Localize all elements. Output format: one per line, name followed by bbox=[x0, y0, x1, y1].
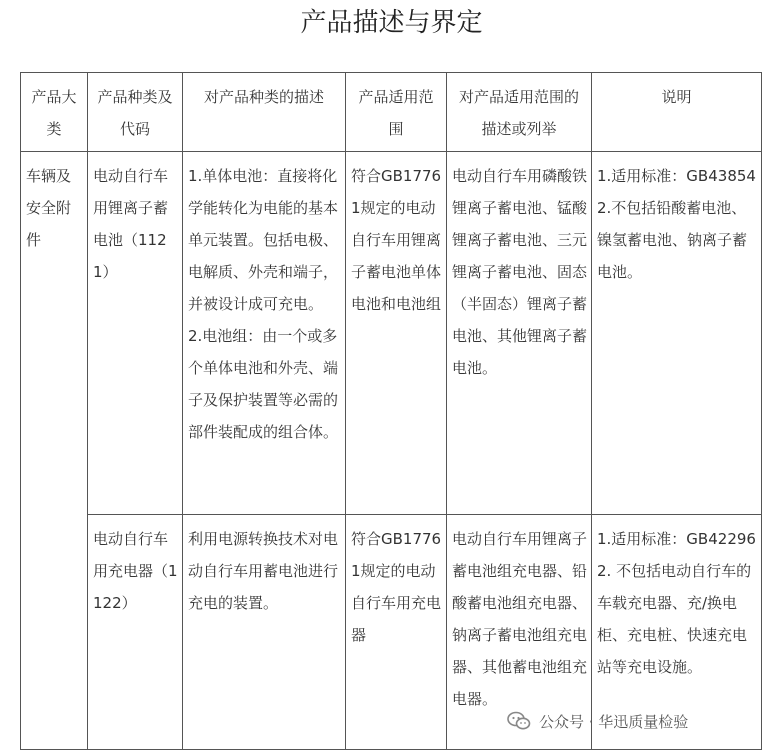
watermark-text: 公众号 · 华迅质量检验 bbox=[539, 712, 689, 731]
type-desc-cell: 利用电源转换技术对电动自行车用蓄电池进行充电的装置。 bbox=[183, 515, 346, 750]
note-cell bbox=[592, 152, 762, 515]
type-desc-cell bbox=[183, 152, 346, 515]
header-scope-desc: 对产品适用范围的描述或列举 bbox=[447, 73, 592, 152]
header-note: 说明 bbox=[592, 73, 762, 152]
header-scope: 产品适用范围 bbox=[346, 73, 447, 152]
watermark bbox=[507, 708, 688, 734]
type-desc-para: 1.单体电池：直接将化学能转化为电能的基本单元装置。包括电极、电解质、外壳和端子，并被设计成可充电。 bbox=[188, 167, 339, 313]
table-row bbox=[21, 152, 762, 515]
header-type-code: 产品种类及代码 bbox=[88, 73, 183, 152]
note-para: 1.适用标准：GB42296 bbox=[597, 530, 756, 548]
note-para: 2.不包括铅酸蓄电池、镍氢蓄电池、钠离子蓄电池。 bbox=[597, 199, 748, 281]
scope-desc-cell: 电动自行车用磷酸铁锂离子蓄电池、锰酸锂离子蓄电池、三元锂离子蓄电池、固态（半固态）锂离子蓄电池、其他锂离子蓄电池。 bbox=[447, 152, 592, 515]
type-code-cell: 电动自行车用充电器（1122） bbox=[88, 515, 183, 750]
type-code-cell: 电动自行车用锂离子蓄电池（1121） bbox=[88, 152, 183, 515]
wechat-icon bbox=[507, 711, 531, 731]
header-category: 产品大类 bbox=[21, 73, 88, 152]
table-header-row bbox=[21, 73, 762, 152]
type-desc-para: 2.电池组：由一个或多个单体电池和外壳、端子及保护装置等必需的部件装配成的组合体。 bbox=[188, 327, 339, 441]
scope-desc-cell: 电动自行车用锂离子蓄电池组充电器、铅酸蓄电池组充电器、钠离子蓄电池组充电器、其他蓄电池组充电器。 bbox=[447, 515, 592, 750]
scope-cell: 符合GB17761规定的电动自行车用充电器 bbox=[346, 515, 447, 750]
page-title: 产品描述与界定 bbox=[300, 8, 483, 38]
note-para: 1.适用标准：GB43854 bbox=[597, 167, 756, 185]
header-type-desc: 对产品种类的描述 bbox=[183, 73, 346, 152]
note-para: 2. 不包括电动自行车的车载充电器、充/换电柜、充电桩、快速充电站等充电设施。 bbox=[597, 562, 752, 676]
scope-cell: 符合GB17761规定的电动自行车用锂离子蓄电池单体电池和电池组 bbox=[346, 152, 447, 515]
product-table bbox=[20, 72, 762, 750]
category-cell: 车辆及安全附件 bbox=[21, 152, 88, 750]
